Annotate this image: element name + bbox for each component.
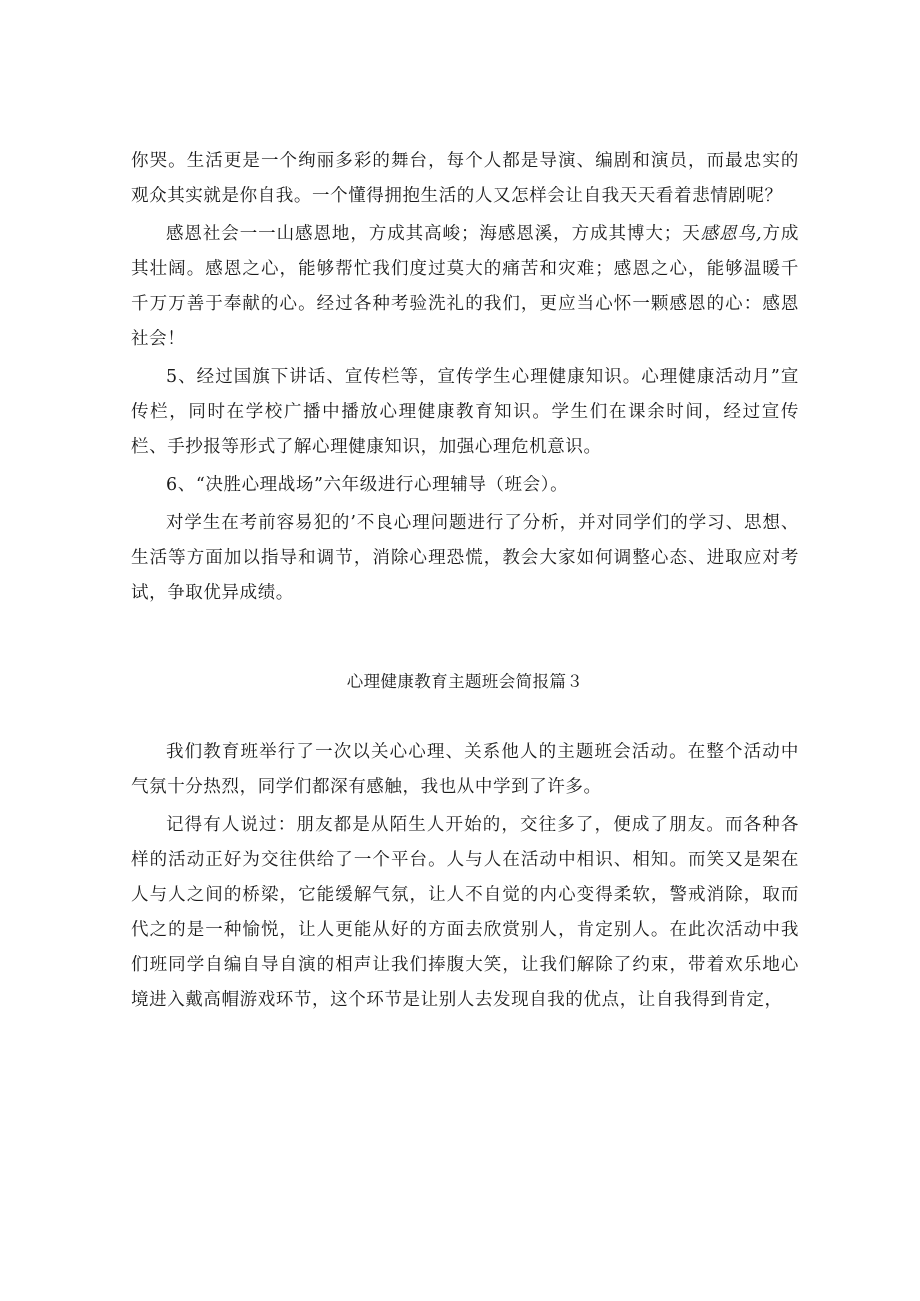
paragraph-4: 6、“决胜心理战场”六年级进行心理辅导（班会）。 bbox=[166, 475, 569, 495]
paragraph-5: 对学生在考前容易犯的’不良心理问题进行了分析，并对同学们的学习、思想、生活等方面加以指导和调节，消除心理恐慌，教会大家如何调整心态、进取应对考试，争取优异成绩。 bbox=[131, 513, 799, 603]
paragraph-7: 记得有人说过：朋友都是从陌生人开始的，交往多了，便成了朋友。而各种各样的活动正好为交往供给了一个平台。人与人在活动中相识、相知。而笑又是架在人与人之间的桥梁，它能缓解气氛，让人不自觉的内心变得柔软，警戒消除，取而代之的是一种愉悦，让人更能从好的方面去欣赏别人，肯定别人。在此次活动中我们班同学自编自导自演的相声让我们捧腹大笑，让我们解除了约束，带着欢乐地心境进入戴高帽游戏环节，这个环节是让别人去发现自我的优点，让自我得到肯定， bbox=[131, 815, 799, 1010]
paragraph-2 bbox=[131, 217, 799, 357]
paragraph-2-italic-text: 感恩鸟, bbox=[700, 224, 763, 244]
section-heading: 心理健康教育主题班会简报篇３ bbox=[346, 672, 584, 691]
document-body bbox=[131, 144, 799, 1018]
paragraph-3: 5、经过国旗下讲话、宣传栏等，宣传学生心理健康知识。心理健康活动月”宣传栏，同时在学校广播中播放心理健康教育知识。学生们在课余时间，经过宣传栏、手抄报等形式了解心理健康知识，加强心理危机意识。 bbox=[131, 367, 799, 457]
paragraph-6: 我们教育班举行了一次以关心心理、关系他人的主题班会活动。在整个活动中气氛十分热烈，同学们都深有感触，我也从中学到了许多。 bbox=[131, 742, 799, 797]
paragraph-2-text-b: 方成其壮阔。感恩之心，能够帮忙我们度过莫大的痛苦和灾难；感恩之心，能够温暖千千万万善于奉献的心。经过各种考验洗礼的我们，更应当心怀一颗感恩的心：感恩社会！ bbox=[131, 224, 799, 349]
paragraph-1: 你哭。生活更是一个绚丽多彩的舞台，每个人都是导演、编剧和演员，而最忠实的观众其实就是你自我。一个懂得拥抱生活的人又怎样会让自我天天看着悲情剧呢？ bbox=[131, 151, 799, 206]
paragraph-2-text-a: 感恩社会一一山感恩地，方成其高峻；海感恩溪，方成其博大；天 bbox=[166, 224, 701, 244]
